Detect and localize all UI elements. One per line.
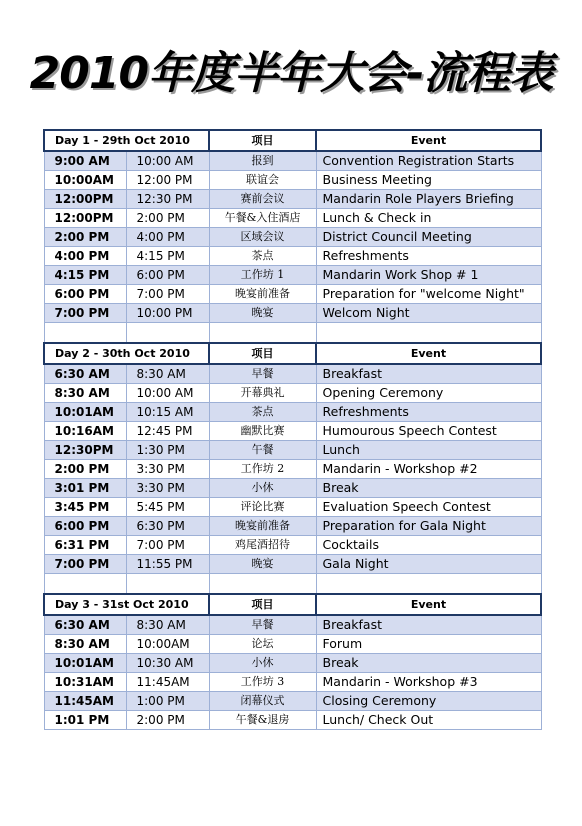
- item-chinese: 工作坊 3: [209, 673, 316, 692]
- item-chinese: 早餐: [209, 364, 316, 384]
- item-chinese: 区域会议: [209, 228, 316, 247]
- schedule-row: [44, 364, 541, 384]
- start-time: 6:31 PM: [44, 536, 126, 555]
- start-time: 11:45AM: [44, 692, 126, 711]
- end-time: 7:00 PM: [126, 536, 209, 555]
- end-time: 10:15 AM: [126, 403, 209, 422]
- schedule-row: [44, 536, 541, 555]
- day-header-row: [44, 130, 541, 151]
- event-name: Closing Ceremony: [316, 692, 541, 711]
- end-time: 4:00 PM: [126, 228, 209, 247]
- spacer-row: [44, 323, 541, 344]
- event-column-header: Event: [316, 130, 541, 151]
- end-time: 12:00 PM: [126, 171, 209, 190]
- item-chinese: 茶点: [209, 403, 316, 422]
- spacer-cell: [126, 323, 209, 344]
- schedule-row: [44, 517, 541, 536]
- end-time: 2:00 PM: [126, 711, 209, 730]
- schedule-row: [44, 228, 541, 247]
- schedule-table: [43, 129, 542, 730]
- schedule-row: [44, 422, 541, 441]
- schedule-row: [44, 460, 541, 479]
- item-column-header: 项目: [209, 594, 316, 615]
- spacer-cell: [316, 574, 541, 595]
- item-chinese: 开幕典礼: [209, 384, 316, 403]
- start-time: 3:45 PM: [44, 498, 126, 517]
- event-column-header: Event: [316, 594, 541, 615]
- start-time: 4:15 PM: [44, 266, 126, 285]
- item-chinese: 鸡尾酒招待: [209, 536, 316, 555]
- schedule-row: [44, 615, 541, 635]
- event-name: Cocktails: [316, 536, 541, 555]
- event-name: Business Meeting: [316, 171, 541, 190]
- end-time: 10:00AM: [126, 635, 209, 654]
- start-time: 2:00 PM: [44, 228, 126, 247]
- event-name: Evaluation Speech Contest: [316, 498, 541, 517]
- end-time: 6:30 PM: [126, 517, 209, 536]
- start-time: 12:30PM: [44, 441, 126, 460]
- event-name: Break: [316, 479, 541, 498]
- item-chinese: 晚宴: [209, 304, 316, 323]
- start-time: 1:01 PM: [44, 711, 126, 730]
- item-chinese: 工作坊 1: [209, 266, 316, 285]
- item-chinese: 午餐: [209, 441, 316, 460]
- item-chinese: 闭幕仪式: [209, 692, 316, 711]
- day-title: Day 1 - 29th Oct 2010: [44, 130, 209, 151]
- spacer-cell: [316, 323, 541, 344]
- end-time: 10:00 PM: [126, 304, 209, 323]
- item-chinese: 午餐&退房: [209, 711, 316, 730]
- day-header-row: [44, 594, 541, 615]
- start-time: 12:00PM: [44, 209, 126, 228]
- schedule-table-container: [43, 129, 540, 730]
- event-name: Lunch & Check in: [316, 209, 541, 228]
- spacer-cell: [44, 574, 126, 595]
- start-time: 8:30 AM: [44, 635, 126, 654]
- end-time: 1:30 PM: [126, 441, 209, 460]
- page-title: 2010年度半年大会-流程表: [29, 48, 553, 99]
- item-chinese: 晚宴前准备: [209, 517, 316, 536]
- item-chinese: 午餐&入住酒店: [209, 209, 316, 228]
- start-time: 12:00PM: [44, 190, 126, 209]
- start-time: 6:00 PM: [44, 517, 126, 536]
- start-time: 2:00 PM: [44, 460, 126, 479]
- end-time: 12:30 PM: [126, 190, 209, 209]
- event-name: Welcom Night: [316, 304, 541, 323]
- end-time: 7:00 PM: [126, 285, 209, 304]
- start-time: 10:31AM: [44, 673, 126, 692]
- event-name: Convention Registration Starts: [316, 151, 541, 171]
- event-name: Mandarin - Workshop #2: [316, 460, 541, 479]
- start-time: 9:00 AM: [44, 151, 126, 171]
- end-time: 8:30 AM: [126, 615, 209, 635]
- item-column-header: 项目: [209, 130, 316, 151]
- event-name: Humourous Speech Contest: [316, 422, 541, 441]
- event-name: Breakfast: [316, 615, 541, 635]
- event-name: Refreshments: [316, 247, 541, 266]
- schedule-row: [44, 711, 541, 730]
- event-name: Gala Night: [316, 555, 541, 574]
- day-title: Day 3 - 31st Oct 2010: [44, 594, 209, 615]
- item-chinese: 小休: [209, 654, 316, 673]
- schedule-row: [44, 190, 541, 209]
- start-time: 10:01AM: [44, 403, 126, 422]
- item-chinese: 早餐: [209, 615, 316, 635]
- end-time: 6:00 PM: [126, 266, 209, 285]
- event-name: Preparation for "welcome Night": [316, 285, 541, 304]
- event-name: Refreshments: [316, 403, 541, 422]
- end-time: 10:00 AM: [126, 384, 209, 403]
- end-time: 2:00 PM: [126, 209, 209, 228]
- schedule-row: [44, 247, 541, 266]
- item-chinese: 晚宴: [209, 555, 316, 574]
- start-time: 6:00 PM: [44, 285, 126, 304]
- item-chinese: 茶点: [209, 247, 316, 266]
- item-chinese: 幽默比赛: [209, 422, 316, 441]
- start-time: 6:30 AM: [44, 615, 126, 635]
- event-column-header: Event: [316, 343, 541, 364]
- event-name: Break: [316, 654, 541, 673]
- event-name: Breakfast: [316, 364, 541, 384]
- spacer-cell: [209, 574, 316, 595]
- schedule-row: [44, 403, 541, 422]
- start-time: 8:30 AM: [44, 384, 126, 403]
- start-time: 7:00 PM: [44, 304, 126, 323]
- start-time: 10:16AM: [44, 422, 126, 441]
- end-time: 10:30 AM: [126, 654, 209, 673]
- item-chinese: 工作坊 2: [209, 460, 316, 479]
- day-header-row: [44, 343, 541, 364]
- spacer-row: [44, 574, 541, 595]
- event-name: Mandarin Role Players Briefing: [316, 190, 541, 209]
- schedule-row: [44, 673, 541, 692]
- schedule-row: [44, 151, 541, 171]
- end-time: 5:45 PM: [126, 498, 209, 517]
- schedule-row: [44, 384, 541, 403]
- schedule-row: [44, 441, 541, 460]
- schedule-row: [44, 171, 541, 190]
- spacer-cell: [44, 323, 126, 344]
- end-time: 11:55 PM: [126, 555, 209, 574]
- end-time: 12:45 PM: [126, 422, 209, 441]
- end-time: 3:30 PM: [126, 460, 209, 479]
- event-name: Mandarin - Workshop #3: [316, 673, 541, 692]
- start-time: 3:01 PM: [44, 479, 126, 498]
- event-name: Preparation for Gala Night: [316, 517, 541, 536]
- item-column-header: 项目: [209, 343, 316, 364]
- end-time: 11:45AM: [126, 673, 209, 692]
- schedule-row: [44, 266, 541, 285]
- spacer-cell: [209, 323, 316, 344]
- item-chinese: 联谊会: [209, 171, 316, 190]
- schedule-row: [44, 285, 541, 304]
- spacer-cell: [126, 574, 209, 595]
- schedule-row: [44, 304, 541, 323]
- item-chinese: 评论比赛: [209, 498, 316, 517]
- schedule-row: [44, 635, 541, 654]
- end-time: 3:30 PM: [126, 479, 209, 498]
- start-time: 10:01AM: [44, 654, 126, 673]
- item-chinese: 晚宴前准备: [209, 285, 316, 304]
- item-chinese: 赛前会议: [209, 190, 316, 209]
- event-name: Mandarin Work Shop # 1: [316, 266, 541, 285]
- schedule-row: [44, 555, 541, 574]
- start-time: 6:30 AM: [44, 364, 126, 384]
- schedule-row: [44, 692, 541, 711]
- schedule-row: [44, 498, 541, 517]
- start-time: 10:00AM: [44, 171, 126, 190]
- schedule-row: [44, 654, 541, 673]
- schedule-row: [44, 209, 541, 228]
- event-name: Lunch: [316, 441, 541, 460]
- item-chinese: 小休: [209, 479, 316, 498]
- event-name: Opening Ceremony: [316, 384, 541, 403]
- day-title: Day 2 - 30th Oct 2010: [44, 343, 209, 364]
- end-time: 1:00 PM: [126, 692, 209, 711]
- event-name: Forum: [316, 635, 541, 654]
- item-chinese: 论坛: [209, 635, 316, 654]
- start-time: 7:00 PM: [44, 555, 126, 574]
- start-time: 4:00 PM: [44, 247, 126, 266]
- event-name: Lunch/ Check Out: [316, 711, 541, 730]
- item-chinese: 报到: [209, 151, 316, 171]
- end-time: 8:30 AM: [126, 364, 209, 384]
- schedule-row: [44, 479, 541, 498]
- end-time: 4:15 PM: [126, 247, 209, 266]
- end-time: 10:00 AM: [126, 151, 209, 171]
- event-name: District Council Meeting: [316, 228, 541, 247]
